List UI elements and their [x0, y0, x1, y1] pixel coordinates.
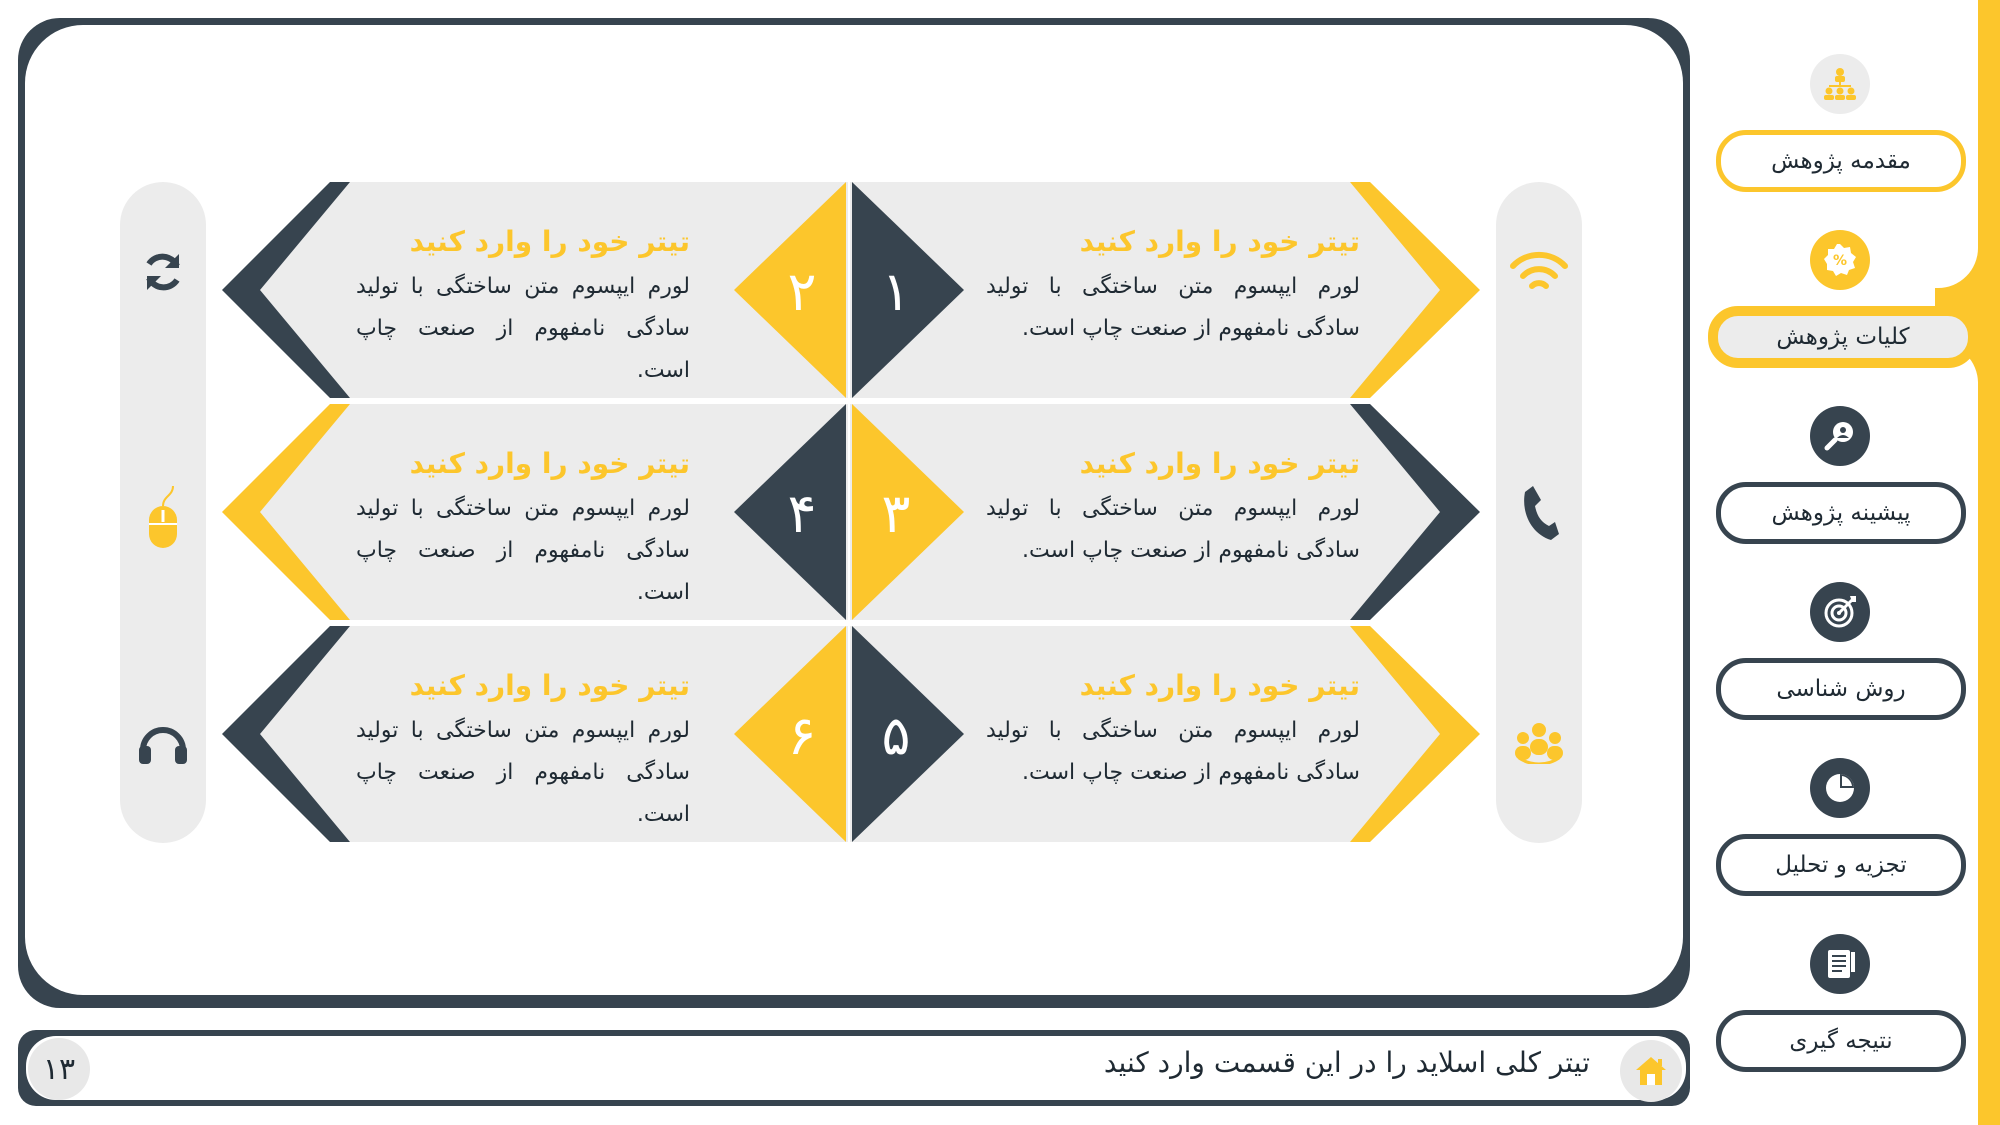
- mouse-icon: [120, 477, 206, 557]
- nav-item-analysis[interactable]: [1712, 758, 1966, 898]
- left-icon-column: [120, 182, 206, 843]
- nav-item-literature[interactable]: [1712, 406, 1966, 546]
- card-title: تیتر خود را وارد کنید: [409, 225, 690, 258]
- card-body: لورم ایپسوم متن ساختگی با تولید سادگی نامفهوم از صنعت چاپ است.: [356, 496, 690, 605]
- card-title: تیتر خود را وارد کنید: [409, 447, 690, 480]
- notes-icon: [1810, 934, 1870, 994]
- card-text: [356, 224, 690, 392]
- card-number: ۳: [881, 482, 911, 545]
- svg-text:%: %: [1832, 253, 1848, 269]
- nav-label[interactable]: پیشینه پژوهش: [1716, 482, 1966, 544]
- nav-label[interactable]: نتیجه گیری: [1716, 1010, 1966, 1072]
- card-text: [986, 668, 1360, 794]
- card-6: [222, 626, 848, 842]
- team-icon: [1496, 712, 1582, 772]
- card-number: ۱: [881, 260, 911, 323]
- nav-label[interactable]: کلیات پژوهش: [1708, 306, 1978, 368]
- card-body: لورم ایپسوم متن ساختگی با تولید سادگی نامفهوم از صنعت چاپ است.: [356, 274, 690, 383]
- card-body: لورم ایپسوم متن ساختگی با تولید سادگی نامفهوم از صنعت چاپ است.: [356, 718, 690, 827]
- card-text: [986, 224, 1360, 350]
- home-icon[interactable]: [1620, 1040, 1682, 1102]
- nav-item-conclusion[interactable]: [1712, 934, 1966, 1074]
- card-text: [356, 668, 690, 836]
- phone-icon: [1496, 477, 1582, 547]
- right-icon-column: [1496, 182, 1582, 843]
- card-4: [222, 404, 848, 620]
- card-title: تیتر خود را وارد کنید: [1079, 669, 1360, 702]
- card-body: لورم ایپسوم متن ساختگی با تولید سادگی نامفهوم از صنعت چاپ است.: [986, 496, 1360, 563]
- card-number: ۵: [881, 704, 911, 767]
- slide-title: تیتر کلی اسلاید را در این قسمت وارد کنید: [1103, 1046, 1590, 1079]
- target-icon: [1810, 582, 1870, 642]
- headphones-icon: [120, 712, 206, 772]
- refresh-icon: [120, 242, 206, 302]
- card-3: [850, 404, 1480, 620]
- card-number: ۴: [787, 482, 817, 545]
- nav-item-intro[interactable]: [1712, 54, 1966, 194]
- card-5: [850, 626, 1480, 842]
- card-number: ۲: [787, 260, 817, 323]
- card-body: لورم ایپسوم متن ساختگی با تولید سادگی نامفهوم از صنعت چاپ است.: [986, 274, 1360, 341]
- nav-item-methodology[interactable]: [1712, 582, 1966, 722]
- nav-label[interactable]: روش شناسی: [1716, 658, 1966, 720]
- percent-badge-icon: [1810, 230, 1870, 290]
- hierarchy-icon: [1810, 54, 1870, 114]
- nav-label[interactable]: تجزیه و تحلیل: [1716, 834, 1966, 896]
- wifi-icon: [1496, 242, 1582, 302]
- card-2: [222, 182, 848, 398]
- pie-chart-icon: [1810, 758, 1870, 818]
- card-text: [356, 446, 690, 614]
- accent-strip: [1978, 0, 2000, 1125]
- card-number: ۶: [787, 704, 817, 767]
- card-title: تیتر خود را وارد کنید: [1079, 447, 1360, 480]
- card-title: تیتر خود را وارد کنید: [1079, 225, 1360, 258]
- nav-label[interactable]: مقدمه پژوهش: [1716, 130, 1966, 192]
- nav-item-generalities[interactable]: [1712, 230, 1966, 370]
- search-person-icon: [1810, 406, 1870, 466]
- card-text: [986, 446, 1360, 572]
- card-1: [850, 182, 1480, 398]
- page-number: ۱۳: [28, 1038, 90, 1100]
- card-body: لورم ایپسوم متن ساختگی با تولید سادگی نامفهوم از صنعت چاپ است.: [986, 718, 1360, 785]
- card-title: تیتر خود را وارد کنید: [409, 669, 690, 702]
